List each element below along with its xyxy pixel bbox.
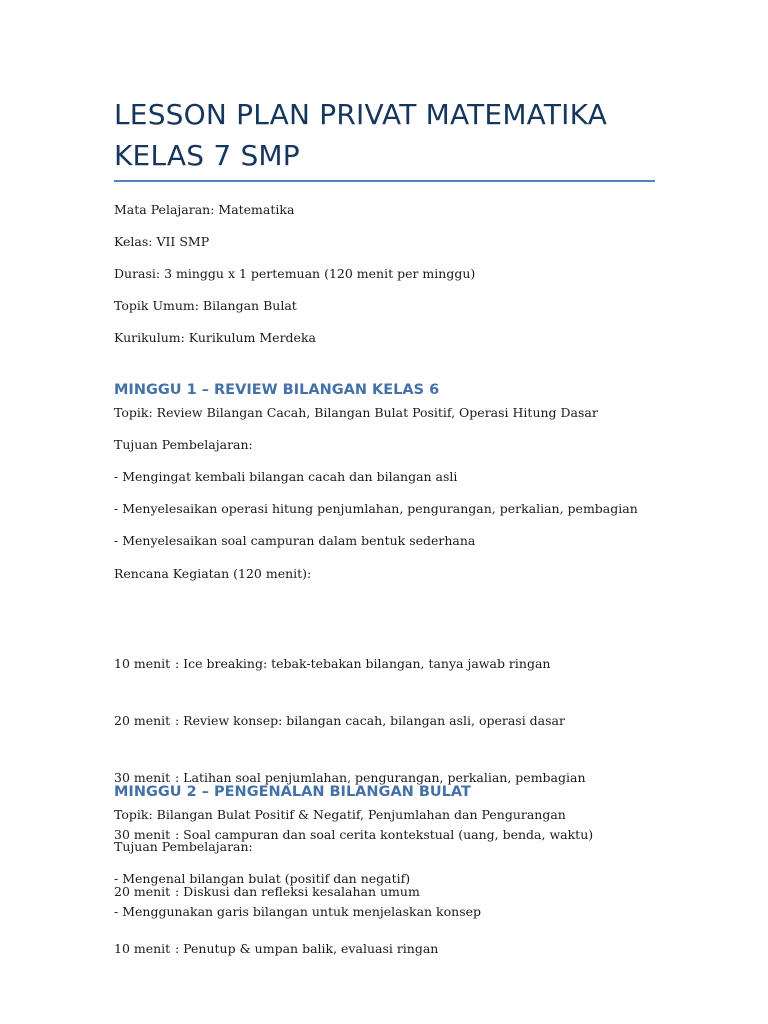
- schedule-activity: : Review konsep: bilangan cacah, bilangan asli, operasi dasar: [175, 713, 565, 728]
- schedule-row: [114, 711, 593, 730]
- title-underline: [114, 180, 655, 182]
- week2-heading: MINGGU 2 – PENGENALAN BILANGAN BULAT: [114, 784, 471, 800]
- schedule-duration: 20 menit: [114, 713, 171, 728]
- week1-goals-label: Tujuan Pembelajaran:: [114, 437, 253, 452]
- schedule-duration: 10 menit: [114, 656, 171, 671]
- week1-topic: Topik: Review Bilangan Cacah, Bilangan Bulat Positif, Operasi Hitung Dasar: [114, 405, 598, 420]
- week1-goal-item: - Mengingat kembali bilangan cacah dan bilangan asli: [114, 469, 458, 484]
- meta-subject: Mata Pelajaran: Matematika: [114, 202, 295, 217]
- schedule-activity: : Ice breaking: tebak-tebakan bilangan, tanya jawab ringan: [175, 656, 551, 671]
- week2-goal-item: - Menggunakan garis bilangan untuk menjelaskan konsep: [114, 904, 482, 919]
- week2-topic: Topik: Bilangan Bulat Positif & Negatif, Penjumlahan dan Pengurangan: [114, 807, 566, 822]
- schedule-activity: : Penutup & umpan balik, evaluasi ringan: [175, 941, 439, 956]
- meta-curriculum: Kurikulum: Kurikulum Merdeka: [114, 330, 316, 345]
- schedule-duration: 10 menit: [114, 941, 171, 956]
- meta-topic: Topik Umum: Bilangan Bulat: [114, 298, 297, 313]
- schedule-duration: 20 menit: [114, 884, 171, 899]
- week2-goals-label: Tujuan Pembelajaran:: [114, 839, 253, 854]
- schedule-activity: : Diskusi dan refleksi kesalahan umum: [175, 884, 420, 899]
- week2-goal-item: - Mengenal bilangan bulat (positif dan negatif): [114, 871, 411, 886]
- schedule-duration: 30 menit: [114, 770, 171, 785]
- week1-activities-label: Rencana Kegiatan (120 menit):: [114, 566, 312, 581]
- week1-heading: MINGGU 1 – REVIEW BILANGAN KELAS 6: [114, 382, 440, 398]
- schedule-duration: 30 menit: [114, 827, 171, 842]
- schedule-activity: : Soal campuran dan soal cerita kontekstual (uang, benda, waktu): [175, 827, 594, 842]
- schedule-row: [114, 939, 593, 958]
- week1-goal-item: - Menyelesaikan operasi hitung penjumlahan, pengurangan, perkalian, pembagian: [114, 501, 638, 516]
- document-title: LESSON PLAN PRIVAT MATEMATIKA KELAS 7 SMP: [114, 98, 608, 172]
- schedule-activity: : Latihan soal penjumlahan, pengurangan, perkalian, pembagian: [175, 770, 586, 785]
- week1-goal-item: - Menyelesaikan soal campuran dalam bentuk sederhana: [114, 533, 476, 548]
- meta-duration: Durasi: 3 minggu x 1 pertemuan (120 menit per minggu): [114, 266, 476, 281]
- week1-schedule: [114, 616, 593, 996]
- meta-class: Kelas: VII SMP: [114, 234, 210, 249]
- schedule-row: [114, 654, 593, 673]
